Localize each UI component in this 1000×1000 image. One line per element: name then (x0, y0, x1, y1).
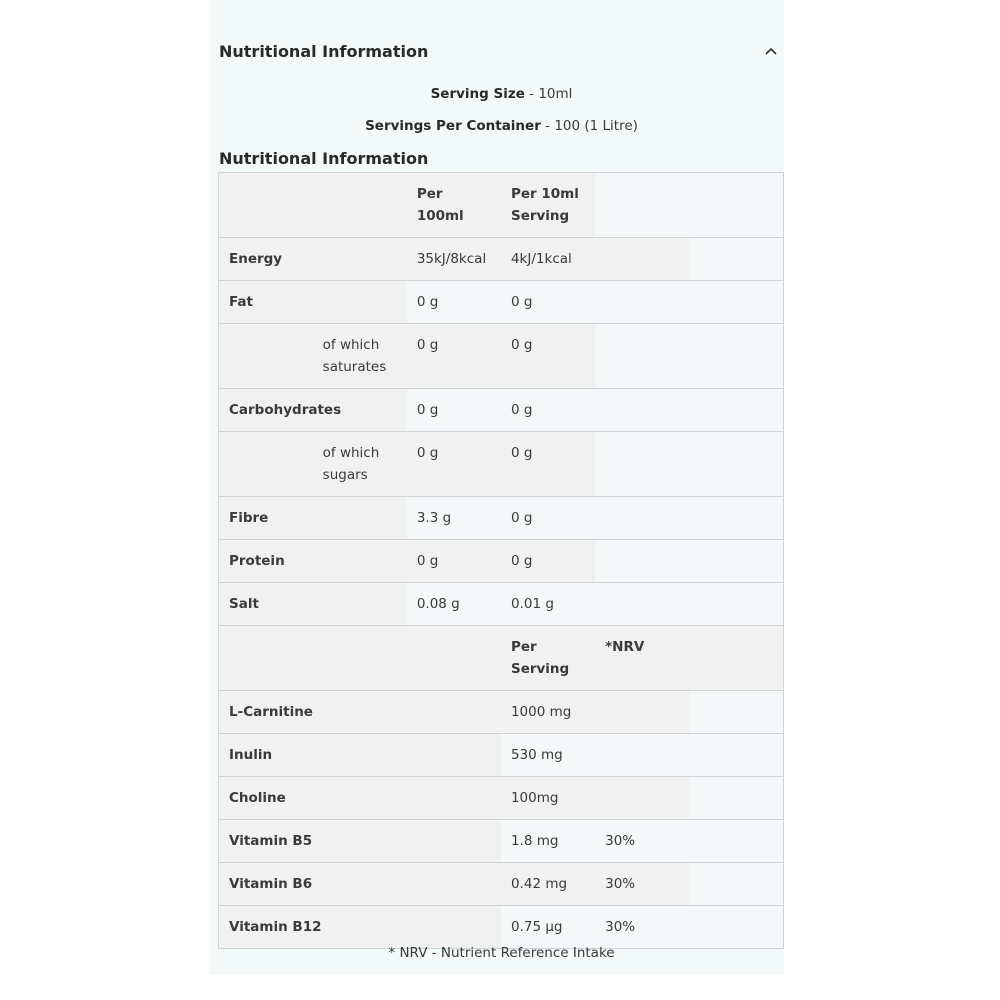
header-per-100ml (407, 173, 501, 238)
table-row (219, 389, 784, 432)
value-per-100ml-text: 0 g (416, 553, 439, 569)
value-per-100ml-text: 0 g (416, 402, 439, 418)
header-per-10ml-serving-text: Per 10ml Serving (510, 186, 579, 224)
value-per-serving (501, 238, 595, 281)
indent-cell (219, 432, 313, 497)
header-nrv-text: *NRV (605, 639, 645, 655)
nutrient-label-text: Vitamin B5 (229, 833, 313, 849)
table-row (219, 238, 784, 281)
accordion-title: Nutritional Information (219, 41, 429, 61)
value-per-serving-text: 0 g (510, 553, 533, 569)
filler (689, 691, 783, 734)
value-per-100ml (407, 432, 501, 497)
filler (595, 497, 783, 540)
value-nrv-text: 30% (605, 876, 636, 892)
nutrient-label (219, 583, 407, 626)
nutrient-label-text: Fat (229, 294, 253, 310)
value-per-100ml-text: 3.3 g (416, 510, 452, 526)
value-nrv (595, 734, 689, 777)
header-per-10ml-serving (501, 173, 595, 238)
nutrient-label (219, 691, 501, 734)
header-blank-right (689, 626, 783, 691)
value-per-100ml (407, 324, 501, 389)
value-nrv-text (595, 777, 689, 797)
table-header-row (219, 173, 784, 238)
value-per-serving (501, 906, 595, 949)
nutrient-label-text: Vitamin B6 (229, 876, 313, 892)
indent-cell (219, 324, 313, 389)
nutrition-table (218, 172, 784, 949)
header-per-100ml-text: Per 100ml (416, 186, 464, 224)
nutrient-label (219, 497, 407, 540)
table-row (219, 820, 784, 863)
nutrient-label (219, 389, 407, 432)
table-row (219, 863, 784, 906)
value-nrv (595, 777, 689, 820)
value-per-serving-text: 4kJ/1kcal (510, 251, 572, 267)
value-per-100ml-text: 35kJ/8kcal (416, 251, 487, 267)
table-row (219, 324, 784, 389)
value-per-100ml-text: 0.08 g (416, 596, 460, 612)
value-per-serving-text: 0 g (510, 445, 533, 461)
table-title: Nutritional Information (219, 149, 429, 168)
nutrient-label-text: Fibre (229, 510, 269, 526)
value-per-100ml (407, 583, 501, 626)
value-per-serving-text: 100mg (510, 790, 559, 806)
nutrient-label (219, 281, 407, 324)
header-per-serving-text: Per Serving (510, 639, 570, 677)
nutrient-label-text: Inulin (229, 747, 273, 763)
value-per-100ml (407, 497, 501, 540)
nutrient-label-text: Salt (229, 596, 259, 612)
value-per-serving (501, 389, 595, 432)
filler (595, 389, 783, 432)
value-per-serving-text: 0 g (510, 294, 533, 310)
value-per-100ml (407, 281, 501, 324)
filler (595, 432, 783, 497)
serving-size-label: Serving Size (430, 86, 525, 102)
value-per-serving-text: 0.01 g (510, 596, 554, 612)
nutrient-label-text: L-Carnitine (229, 704, 313, 720)
header-blank (219, 173, 407, 238)
value-nrv (595, 691, 689, 734)
value-per-serving-text: 1.8 mg (510, 833, 559, 849)
value-per-100ml (407, 238, 501, 281)
filler (595, 281, 783, 324)
value-nrv-text: 30% (605, 833, 636, 849)
value-nrv-text (595, 734, 689, 754)
value-per-serving (501, 777, 595, 820)
table-row (219, 691, 784, 734)
table-row (219, 497, 784, 540)
filler (689, 820, 783, 863)
value-per-serving (501, 820, 595, 863)
value-per-serving (501, 281, 595, 324)
value-nrv-text (595, 691, 689, 711)
filler (689, 863, 783, 906)
servings-per-container-value: - 100 (1 Litre) (545, 118, 638, 134)
filler (595, 540, 783, 583)
table-row (219, 734, 784, 777)
filler (689, 777, 783, 820)
header-blank-right (595, 173, 783, 238)
nutrient-sub-label-text: of which sugars (322, 445, 380, 483)
serving-size (219, 86, 784, 102)
value-nrv (595, 820, 689, 863)
value-per-serving (501, 324, 595, 389)
nutrient-label-text: Choline (229, 790, 286, 806)
footnote: * NRV - Nutrient Reference Intake (388, 945, 615, 961)
value-per-serving (501, 497, 595, 540)
filler (595, 324, 783, 389)
nutrient-label (219, 734, 501, 777)
nutrient-sub-label (313, 324, 407, 389)
value-per-serving (501, 432, 595, 497)
serving-size-value: - 10ml (529, 86, 573, 102)
nutrient-label (219, 238, 407, 281)
value-per-serving (501, 583, 595, 626)
nutrient-label (219, 540, 407, 583)
value-per-100ml-text: 0 g (416, 445, 439, 461)
nutrient-label-text: Vitamin B12 (229, 919, 322, 935)
table-row (219, 432, 784, 497)
header-blank (219, 626, 501, 691)
accordion-toggle[interactable] (219, 28, 784, 74)
table-header-row (219, 626, 784, 691)
filler (689, 734, 783, 777)
nutrient-label-text: Carbohydrates (229, 402, 342, 418)
nutrient-label (219, 906, 501, 949)
nutrient-label-text: Energy (229, 251, 283, 267)
value-per-serving-text: 0 g (510, 337, 533, 353)
value-per-serving (501, 691, 595, 734)
nutrient-label (219, 777, 501, 820)
nutrient-label-text: Protein (229, 553, 285, 569)
nutrient-label (219, 820, 501, 863)
value-per-serving (501, 863, 595, 906)
filler (595, 238, 689, 281)
table-row (219, 281, 784, 324)
value-per-serving-text: 0.42 mg (510, 876, 568, 892)
value-nrv-text: 30% (605, 919, 636, 935)
value-per-100ml-text: 0 g (416, 294, 439, 310)
value-per-serving-text: 0 g (510, 402, 533, 418)
nutrient-sub-label-text: of which saturates (322, 337, 387, 375)
value-nrv (595, 863, 689, 906)
servings-per-container (219, 118, 784, 134)
value-per-serving-text: 530 mg (510, 747, 563, 763)
chevron-up-icon[interactable] (756, 36, 786, 66)
filler (689, 906, 783, 949)
value-per-serving-text: 0 g (510, 510, 533, 526)
value-per-serving-text: 0.75 µg (510, 919, 563, 935)
table-row (219, 777, 784, 820)
header-nrv (595, 626, 689, 691)
servings-per-container-label: Servings Per Container (365, 118, 541, 134)
table-row (219, 583, 784, 626)
value-nrv (595, 906, 689, 949)
value-per-100ml (407, 389, 501, 432)
nutrient-sub-label (313, 432, 407, 497)
value-per-serving-text: 1000 mg (510, 704, 572, 720)
value-per-serving (501, 540, 595, 583)
value-per-100ml-text: 0 g (416, 337, 439, 353)
filler (689, 238, 783, 281)
table-row (219, 906, 784, 949)
header-per-serving (501, 626, 595, 691)
filler (595, 583, 783, 626)
nutrient-label (219, 863, 501, 906)
table-row (219, 540, 784, 583)
value-per-serving (501, 734, 595, 777)
value-per-100ml (407, 540, 501, 583)
